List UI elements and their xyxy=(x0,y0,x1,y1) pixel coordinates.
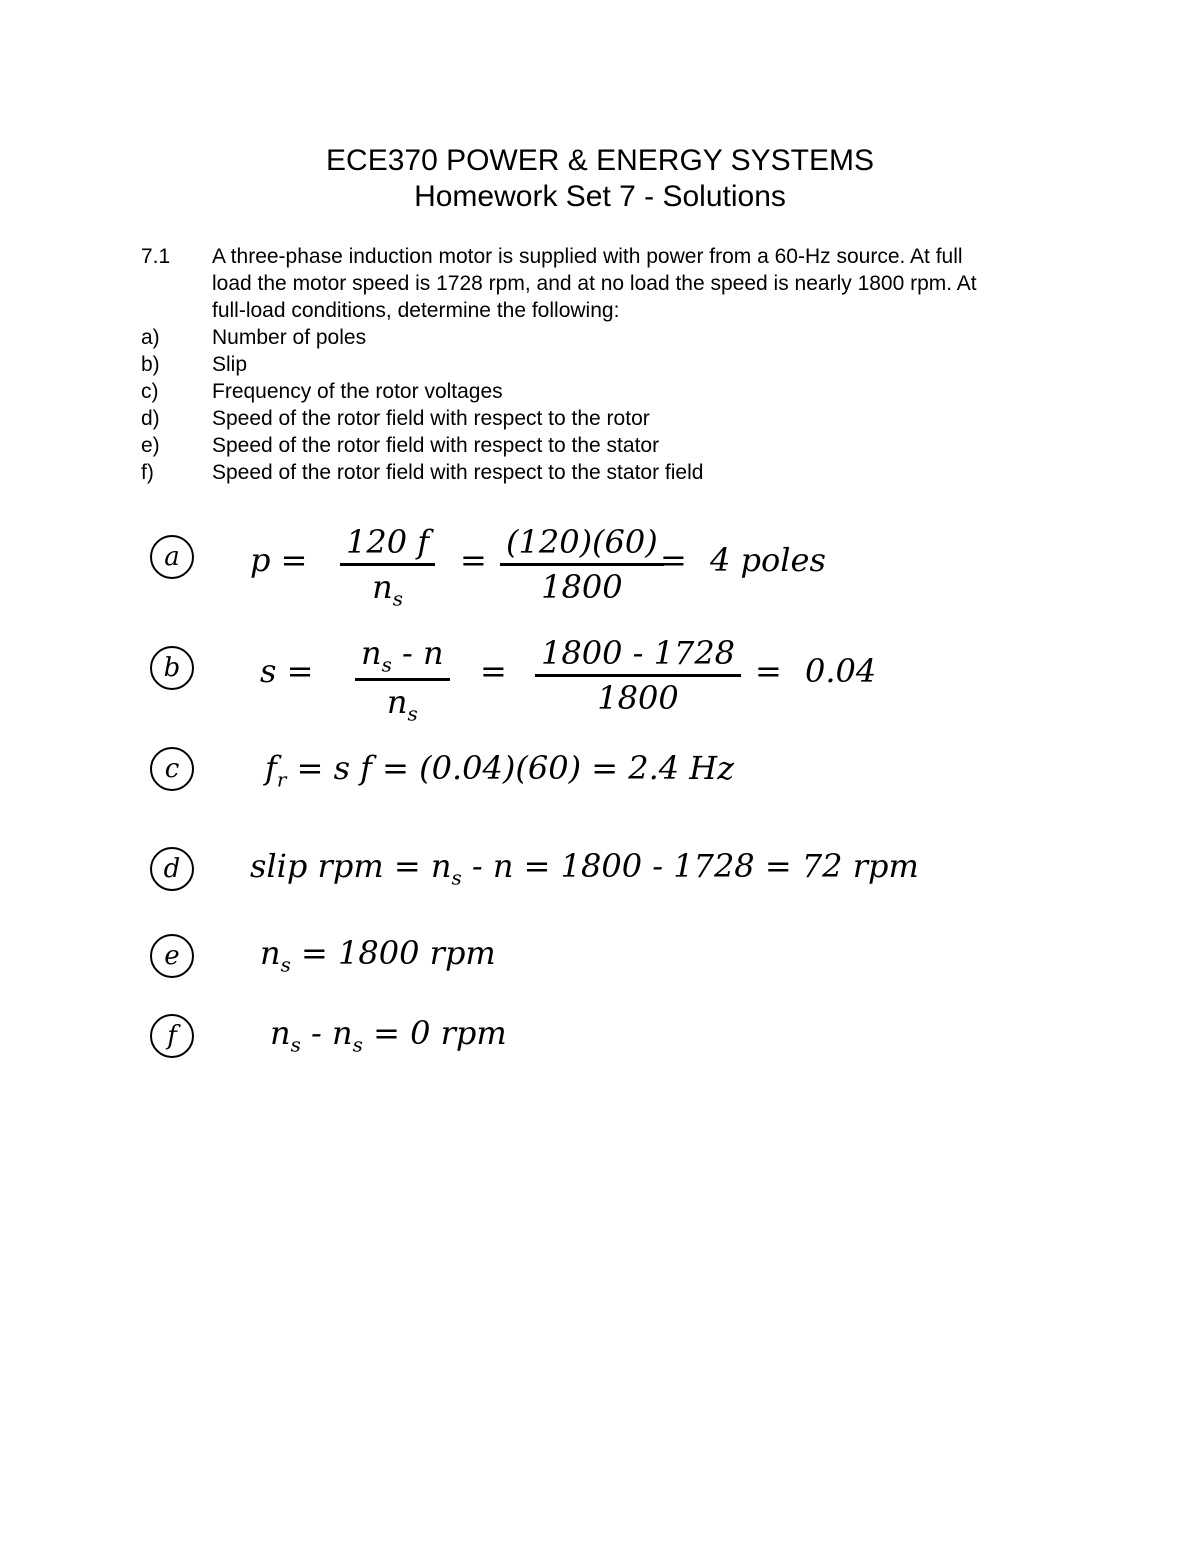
solution-label-c: c xyxy=(150,747,194,791)
solution-label-a: a xyxy=(150,535,194,579)
part-text: Frequency of the rotor voltages xyxy=(212,380,503,403)
result: 4 poles xyxy=(710,541,826,579)
part-label: d) xyxy=(141,407,160,430)
problem-7-1 xyxy=(141,243,1101,486)
part-label: e) xyxy=(141,434,160,457)
equation: $n_s = 1800$ rpm xyxy=(260,934,496,977)
solution-label-e: e xyxy=(150,934,194,978)
equals: = xyxy=(480,652,507,690)
problem-number: 7.1 xyxy=(141,245,171,268)
part-item xyxy=(141,378,1101,405)
part-text: Number of poles xyxy=(212,326,367,349)
fraction: (120)(60) 1800 xyxy=(500,523,664,606)
lhs: s = xyxy=(260,652,314,690)
solution-label-d: d xyxy=(150,847,194,891)
page-title: ECE370 POWER & ENERGY SYSTEMS xyxy=(326,144,874,177)
solution-label-f: f xyxy=(150,1014,194,1058)
part-item xyxy=(141,432,1101,459)
statement-line: full-load conditions, determine the following: xyxy=(212,299,620,322)
solution-label-b: b xyxy=(150,646,194,690)
equation: slip rpm = $n_s - n = 1800 - 1728 = 72$ rpm xyxy=(250,847,919,890)
solution-e xyxy=(150,922,1150,1002)
part-label: a) xyxy=(141,326,160,349)
equals: = xyxy=(660,541,687,579)
result: 0.04 xyxy=(805,652,877,690)
equation: $n_s - n_s = 0$ rpm xyxy=(270,1014,507,1057)
part-label: c) xyxy=(141,380,159,403)
part-text: Speed of the rotor field with respect to the stator field xyxy=(212,461,704,484)
part-item xyxy=(141,405,1101,432)
part-item xyxy=(141,324,1101,351)
page-subtitle: Homework Set 7 - Solutions xyxy=(414,180,786,213)
statement-line: load the motor speed is 1728 rpm, and at no load the speed is nearly 1800 rpm. At xyxy=(212,272,977,295)
equals: = xyxy=(755,652,782,690)
solution-a xyxy=(150,523,1150,610)
solution-c xyxy=(150,735,1150,815)
part-text: Speed of the rotor field with respect to the stator xyxy=(212,434,660,457)
part-text: Speed of the rotor field with respect to the rotor xyxy=(212,407,650,430)
problem-statement xyxy=(141,243,1101,324)
fraction: 120 f $n_s$ xyxy=(340,523,435,610)
part-item xyxy=(141,351,1101,378)
lhs: p = xyxy=(250,541,308,579)
part-text: Slip xyxy=(212,353,248,376)
equals: = xyxy=(460,541,487,579)
part-item xyxy=(141,459,1101,486)
solution-d xyxy=(150,835,1150,915)
fraction: $n_s$ - n $n_s$ xyxy=(355,634,450,725)
equation: $f_r = s$ f = (0.04)(60) = 2.4 Hz xyxy=(265,749,735,792)
statement-line: A three-phase induction motor is supplied with power from a 60-Hz source. At full xyxy=(212,245,963,268)
fraction: 1800 - 1728 1800 xyxy=(535,634,741,717)
part-label: b) xyxy=(141,353,160,376)
part-label: f) xyxy=(141,461,154,484)
solution-f xyxy=(150,1002,1150,1082)
solution-b xyxy=(150,634,1150,726)
